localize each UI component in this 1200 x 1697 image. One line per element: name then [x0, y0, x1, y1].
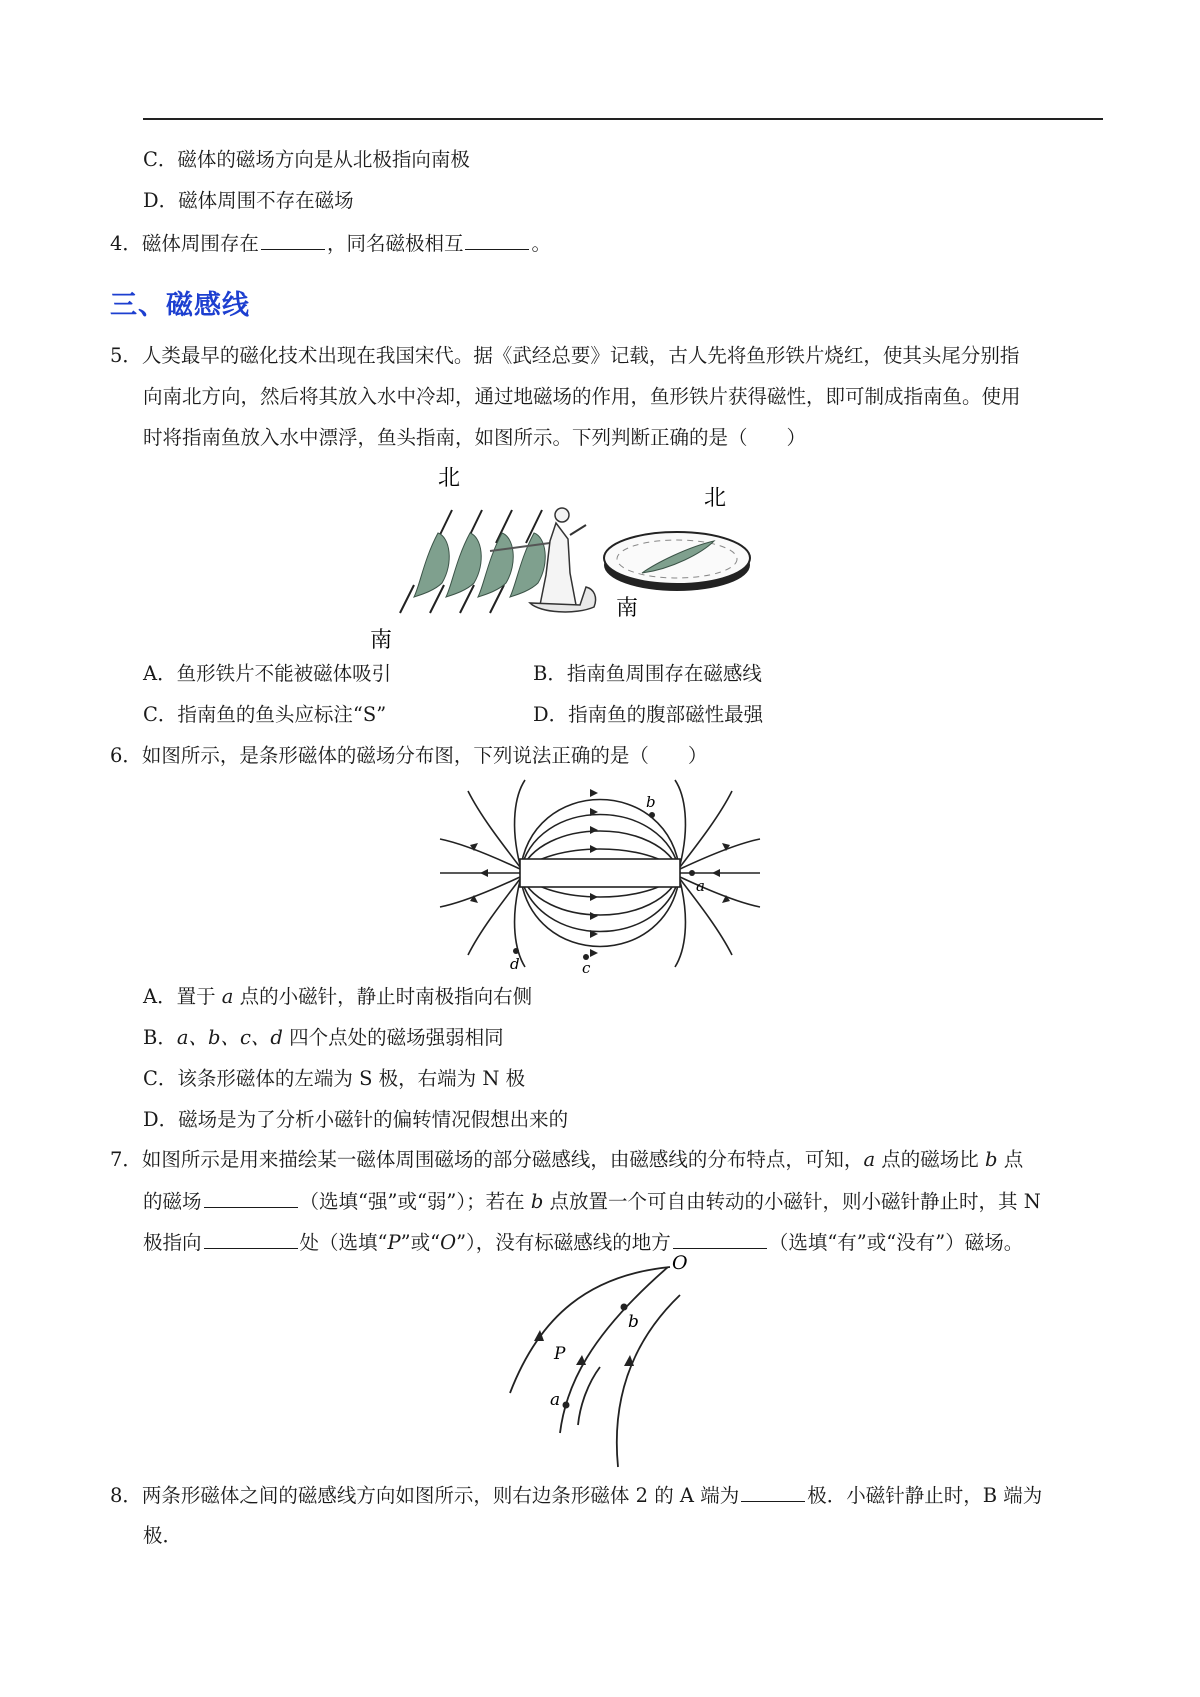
question-5-line-3: 时将指南鱼放入水中漂浮，鱼头指南，如图所示。下列判断正确的是（ ）	[143, 426, 807, 449]
label-south-right: 南	[616, 596, 639, 621]
answer-blank[interactable]	[673, 1228, 767, 1249]
label-north-right: 北	[704, 486, 727, 511]
question-5-line-1: 5．人类最早的磁化技术出现在我国宋代。据《武经总要》记载，古人先将鱼形铁片烧红，使其头尾分别指	[110, 344, 1020, 367]
answer-blank[interactable]	[261, 229, 325, 250]
label-c: c	[582, 959, 591, 977]
bar-magnet-field-figure	[440, 785, 760, 975]
arrowheads	[534, 1330, 634, 1366]
label-a: a	[696, 877, 705, 895]
q5-option-c: C．指南鱼的鱼头应标注“S”	[143, 703, 387, 726]
question-number: 8．	[110, 1484, 142, 1507]
section-heading: 三、磁感线	[110, 290, 250, 321]
q5-option-b: B．指南鱼周围存在磁感线	[533, 662, 762, 685]
point-a	[689, 870, 695, 876]
question-number: 4．	[110, 232, 142, 255]
question-number: 6．	[110, 744, 142, 767]
question-5-line-2: 向南北方向，然后将其放入水中冷却，通过地磁场的作用，鱼形铁片获得磁性，即可制成指南鱼。使用	[143, 385, 1021, 408]
q6-option-d: D．磁场是为了分析小磁针的偏转情况假想出来的	[143, 1108, 569, 1131]
label-north-left: 北	[438, 466, 461, 491]
point-a	[563, 1402, 570, 1409]
label-P: P	[554, 1344, 566, 1364]
label-b: b	[646, 793, 656, 811]
question-7-line-3: 极指向 处（选填“P”或“O”），没有标磁感线的地方 （选填“有”或“没有”）磁场。	[143, 1228, 1023, 1257]
answer-blank[interactable]	[204, 1228, 298, 1249]
question-number: 5．	[110, 344, 142, 367]
point-d	[513, 948, 519, 954]
question-number: 7．	[110, 1148, 142, 1171]
compass-fish-figure	[370, 455, 840, 655]
question-7-line-1: 7．如图所示是用来描绘某一磁体周围磁场的部分磁感线，由磁感线的分布特点，可知，a 点的磁场比 b 点	[110, 1148, 1024, 1171]
question-8-line-1: 8．两条形磁体之间的磁感线方向如图所示，则右边条形磁体 2 的 A 端为 极．小磁针静止时，B 端为	[110, 1481, 1042, 1510]
answer-blank[interactable]	[204, 1187, 298, 1208]
label-d: d	[510, 955, 520, 973]
q6-option-c: C．该条形磁体的左端为 S 极，右端为 N 极	[143, 1067, 526, 1090]
answer-blank[interactable]	[465, 229, 529, 250]
question-4: 4．磁体周围存在 ，同名磁极相互 。	[110, 229, 551, 258]
q5-option-d: D．指南鱼的腹部磁性最强	[533, 703, 764, 726]
label-O: O	[672, 1252, 688, 1274]
water-bowl	[604, 532, 750, 591]
question-6: 6．如图所示，是条形磁体的磁场分布图，下列说法正确的是（ ）	[110, 744, 708, 767]
label-a: a	[550, 1390, 561, 1410]
field-lines-figure	[500, 1252, 720, 1465]
q3-option-c: C．磁体的磁场方向是从北极指向南极	[143, 148, 470, 171]
question-7-line-2: 的磁场 （选填“强”或“弱”）；若在 b 点放置一个可自由转动的小磁针，则小磁针静止时，其 N	[143, 1187, 1041, 1216]
bar-magnet	[520, 859, 680, 887]
label-south-left: 南	[370, 628, 393, 653]
header-rule	[143, 118, 1103, 120]
q3-option-d: D．磁体周围不存在磁场	[143, 189, 354, 212]
answer-blank[interactable]	[741, 1481, 805, 1502]
question-8-line-2: 极．	[143, 1524, 183, 1547]
point-b	[649, 812, 655, 818]
q6-option-b: B．a、b、c、d 四个点处的磁场强弱相同	[143, 1026, 504, 1049]
q5-option-a: A．鱼形铁片不能被磁体吸引	[143, 662, 392, 685]
label-b: b	[628, 1312, 639, 1332]
point-b	[621, 1304, 628, 1311]
field-curves	[510, 1267, 680, 1467]
q6-option-a: A．置于 a 点的小磁针，静止时南极指向右侧	[143, 985, 533, 1008]
